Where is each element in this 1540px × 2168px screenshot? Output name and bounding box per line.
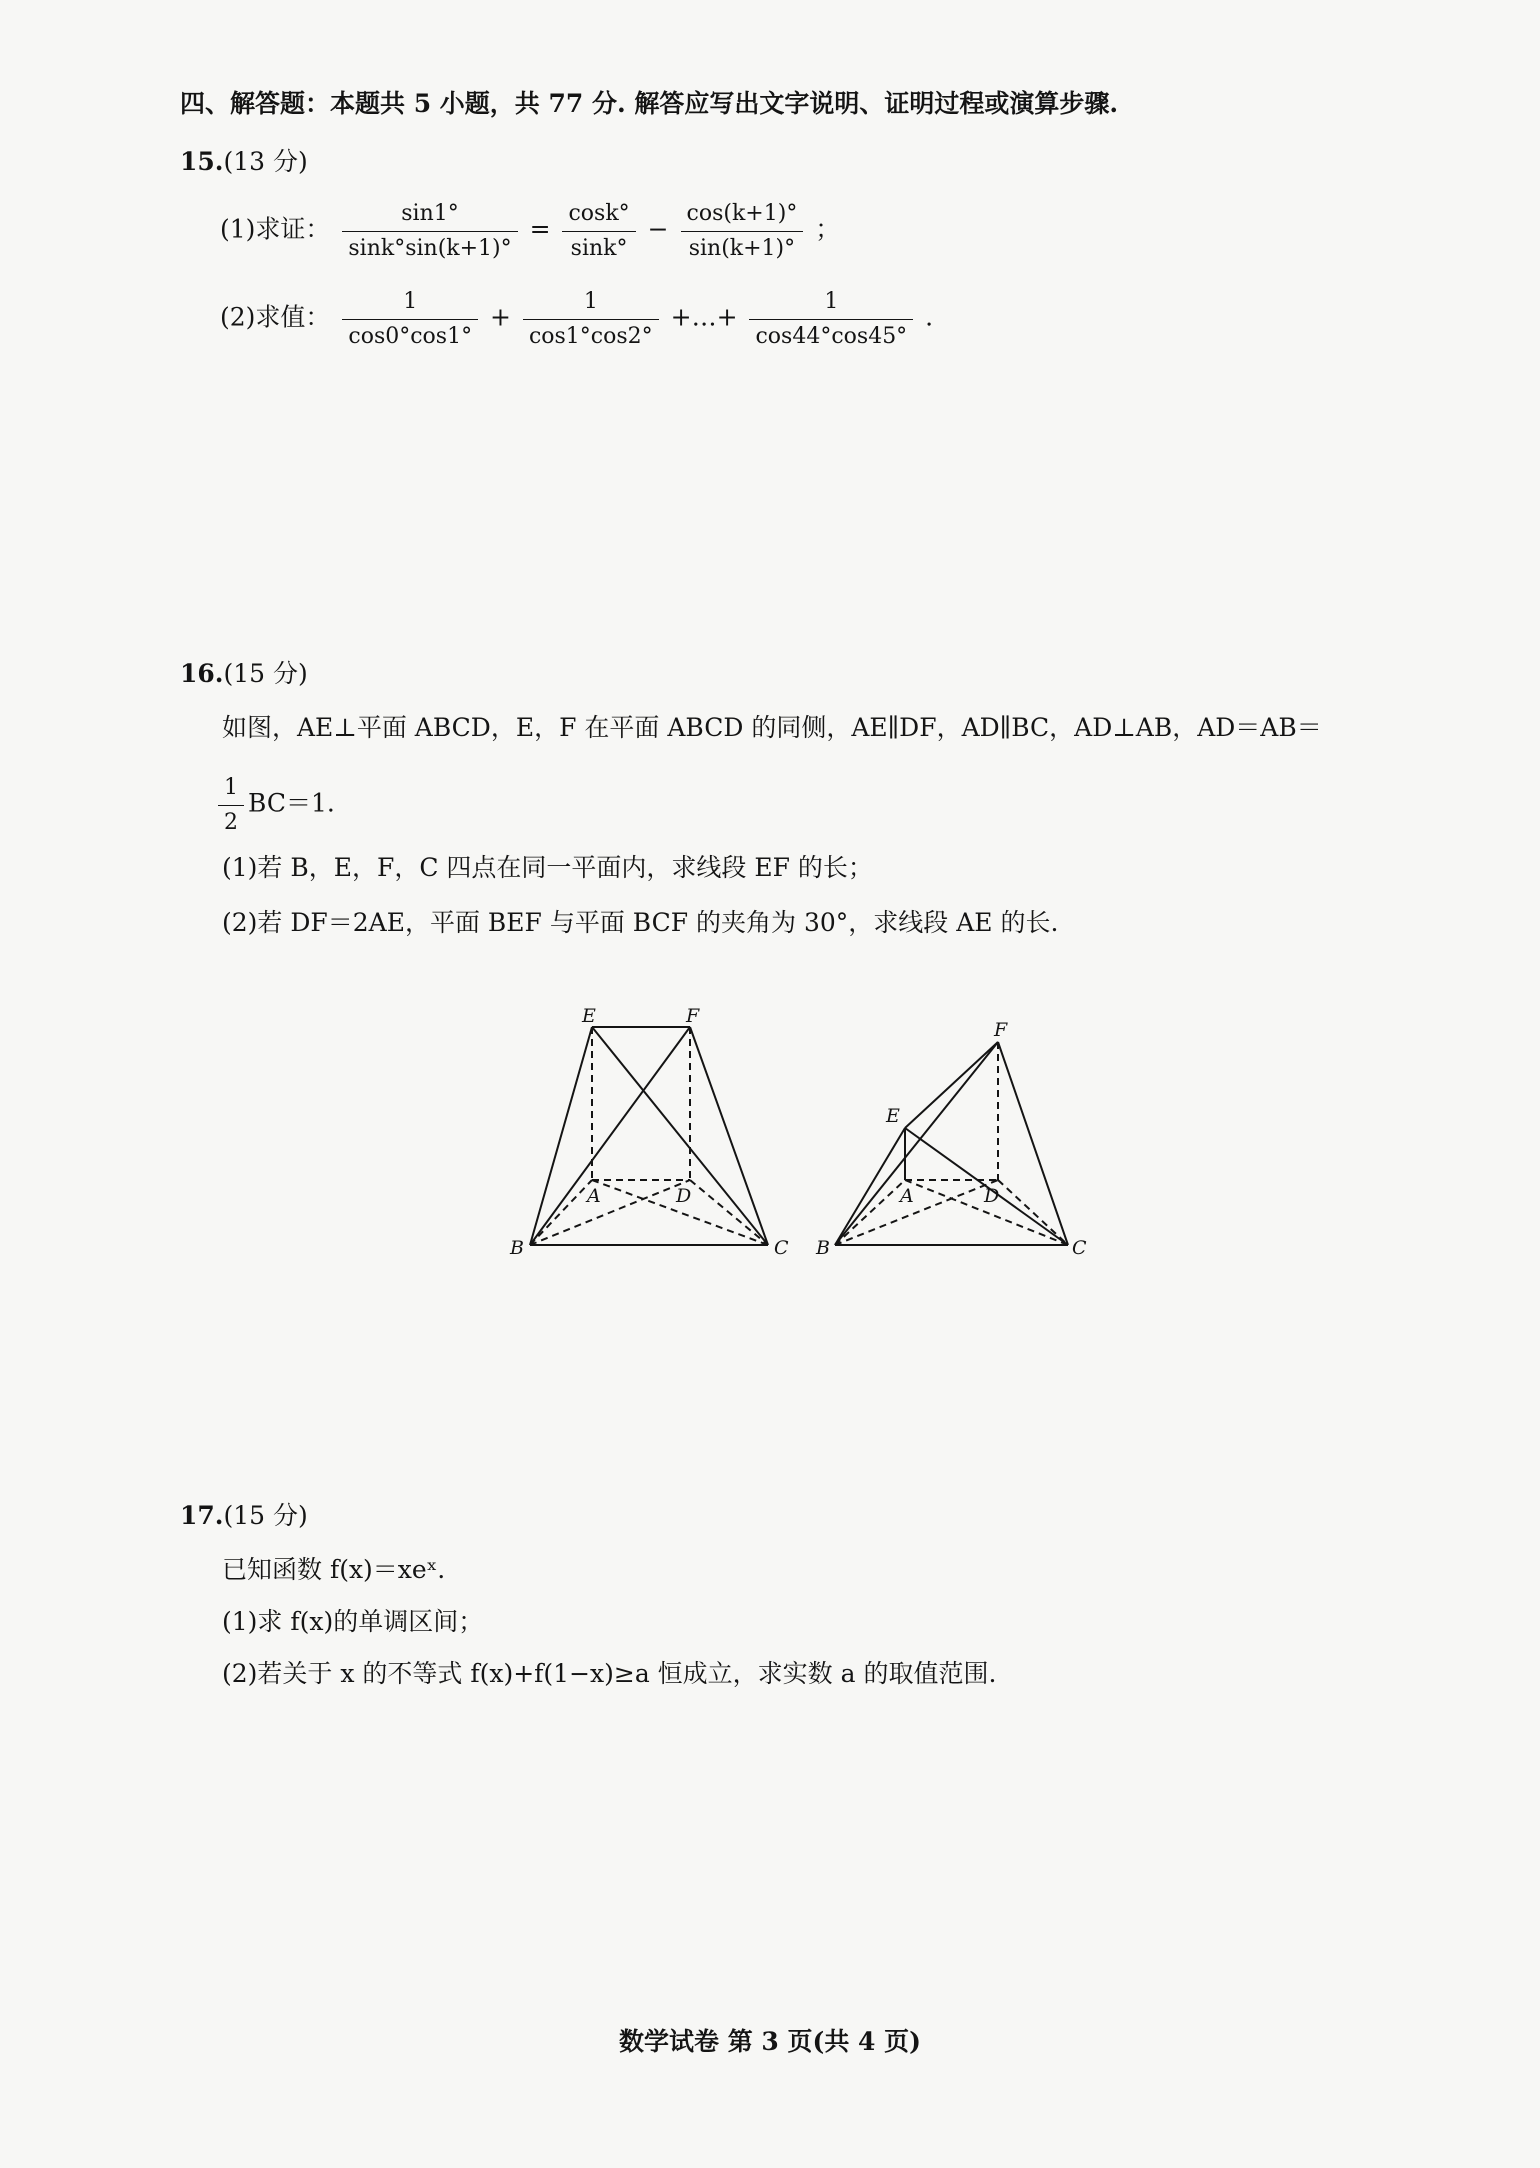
edge-ef [905,1042,998,1128]
q15-part2-label: (2)求值： [220,302,331,332]
label-d-left: D [676,1185,692,1207]
edge-fc [998,1042,1068,1245]
edge-bd-hidden [835,1180,998,1245]
q16-part1: (1)若 B，E，F，C 四点在同一平面内，求线段 EF 的长； [222,853,873,882]
q16-points: (15 分) [223,659,308,688]
fraction-denominator: sink°sin(k+1)° [348,235,512,261]
q15-part2-fraction-2 [523,288,659,350]
page-footer: 数学试卷 第 3 页(共 4 页) [619,2027,921,2056]
minus-sign: − [647,214,669,244]
label-f-right: F [994,1019,1008,1041]
label-b-left: B [510,1237,524,1259]
q15-part1-label: (1)求证： [220,214,331,244]
fraction-numerator: sin1° [342,200,517,232]
fraction-numerator: 1 [218,774,244,806]
q16-stem-line2-text: BC＝1. [248,788,335,818]
q17-stem: 已知函数 f(x)＝xeˣ. [222,1555,446,1584]
q16-number: 16. [180,659,224,688]
label-e-right: E [886,1105,900,1127]
q16-half-fraction [218,774,244,836]
fraction-denominator: sin(k+1)° [688,235,796,261]
label-c-left: C [774,1237,789,1259]
fraction-numerator: 1 [749,288,913,320]
fraction-denominator: 2 [224,809,238,835]
edge-be [835,1128,905,1245]
q15-part1 [220,200,840,262]
fraction-denominator: cos1°cos2° [528,323,653,349]
plus-sign: + [490,302,511,332]
end-mark: ； [815,214,841,244]
edge-ba-hidden [835,1180,905,1245]
fraction-numerator: cos(k+1)° [681,200,804,232]
label-b-right: B [816,1237,830,1259]
end-mark: . [925,302,934,332]
fraction-denominator: cos0°cos1° [348,323,473,349]
label-d-right: D [984,1185,1000,1207]
q17-points: (15 分) [223,1501,308,1530]
q17-part2: (2)若关于 x 的不等式 f(x)+f(1−x)≥a 恒成立，求实数 a 的取值范围. [222,1659,997,1688]
q16-part2: (2)若 DF＝2AE，平面 BEF 与平面 BCF 的夹角为 30°，求线段 AE 的长. [222,908,1059,937]
q15-part1-term1-fraction [562,200,635,262]
label-e-left: E [582,1005,596,1027]
q15-part2-fraction-3 [749,288,913,350]
q16-stem-line2 [218,774,335,836]
q17-part1: (1)求 f(x)的单调区间； [222,1607,484,1636]
section-heading: 四、解答题：本题共 5 小题，共 77 分. 解答应写出文字说明、证明过程或演算步骤. [180,89,1119,118]
fraction-numerator: 1 [342,288,478,320]
edge-eb [530,1027,592,1245]
q17-header [180,1500,308,1531]
q16-figure-right [835,1042,1068,1245]
q16-figure-left [530,1027,768,1245]
edge-ec [592,1027,768,1245]
q16-figures [490,1000,1110,1270]
q15-part2 [220,288,933,350]
q15-part1-term2-fraction [681,200,804,262]
label-a-left: A [587,1185,601,1207]
q16-header [180,658,308,689]
q16-stem-line1: 如图，AE⊥平面 ABCD，E，F 在平面 ABCD 的同侧，AE∥DF，AD∥BC，AD⊥AB，AD＝AB＝ [222,713,1322,742]
q17-number: 17. [180,1501,224,1530]
fraction-numerator: cosk° [562,200,635,232]
q15-part2-fraction-1 [342,288,478,350]
q15-part1-lhs-fraction [342,200,517,262]
fraction-denominator: sink° [570,235,628,261]
label-c-right: C [1072,1237,1087,1259]
fraction-numerator: 1 [523,288,659,320]
label-a-right: A [900,1185,914,1207]
q15-points: (13 分) [223,147,308,176]
q15-header [180,146,308,177]
ellipsis-sum: +…+ [670,302,738,332]
label-f-left: F [686,1005,700,1027]
edge-bf [835,1042,998,1245]
equals-sign: = [529,214,551,244]
q15-number: 15. [180,147,224,176]
fraction-denominator: cos44°cos45° [755,323,908,349]
